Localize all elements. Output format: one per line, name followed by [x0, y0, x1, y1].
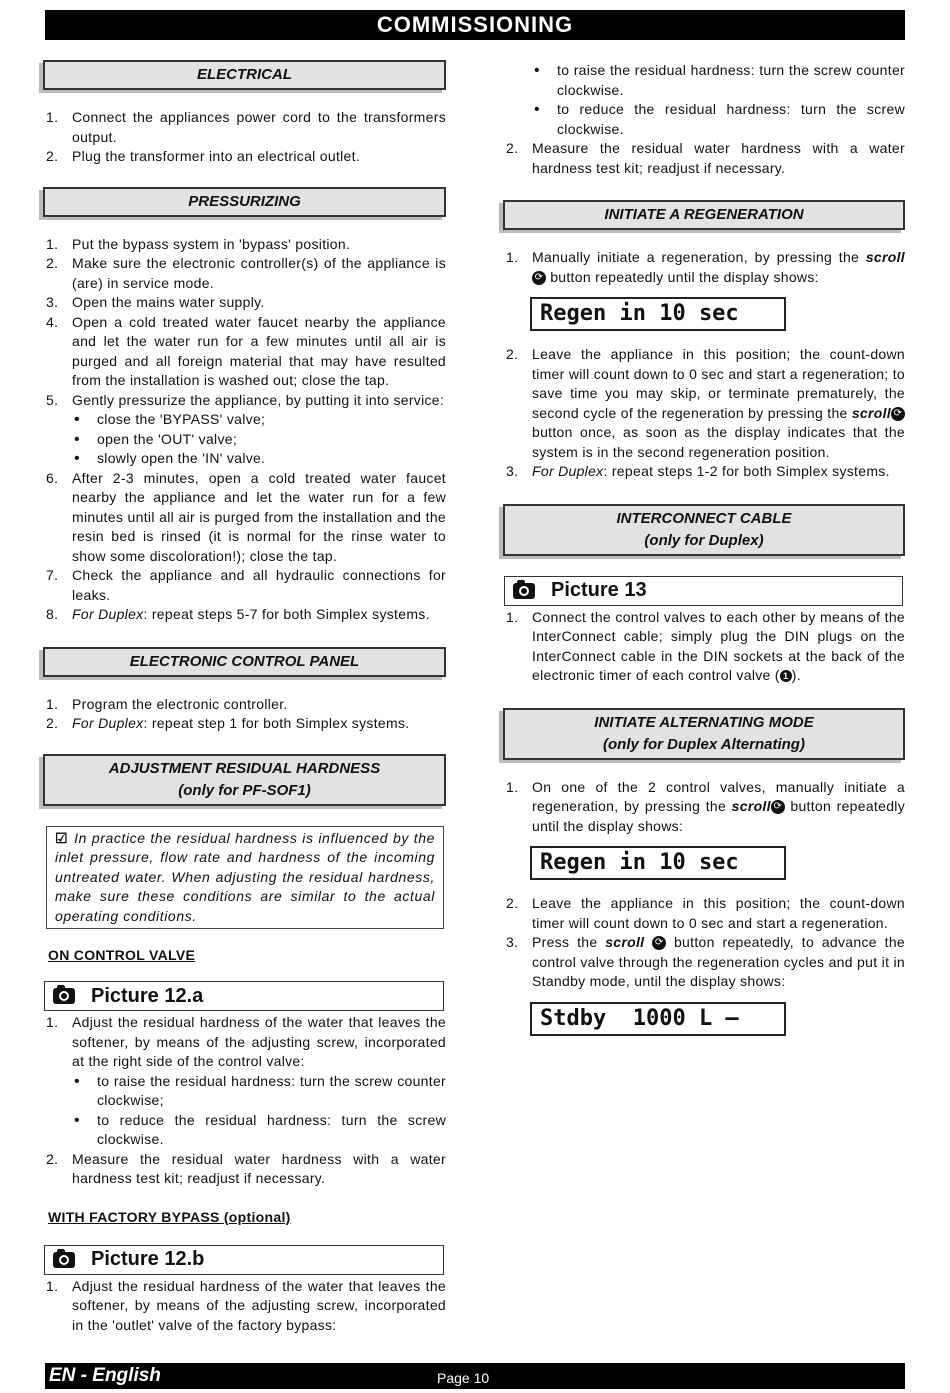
bullet-item: • to reduce the residual hardness: turn the screw clockwise. — [532, 100, 905, 139]
camera-icon — [53, 988, 75, 1004]
regeneration-steps-continued — [500, 345, 905, 482]
picture-12b-steps — [40, 1277, 446, 1336]
checkbox-icon: ☑ — [55, 829, 69, 846]
bullet-item: • close the 'BYPASS' valve; — [72, 410, 446, 430]
scroll-button-icon: ⟳ — [771, 800, 785, 814]
list-item: 1. Program the electronic controller. — [46, 695, 288, 712]
page-footer — [45, 1363, 905, 1389]
section-header-interconnect-cable: INTERCONNECT CABLE (only for Duplex) — [503, 504, 905, 556]
list-item: 6. After 2-3 minutes, open a cold treated water faucet nearby the appliance and let the water run for a few minutes until all air is purged from the installation and the resin bed is rinsed (it is normal for the rinse water to show some discoloration!); close the tap. — [46, 469, 446, 564]
bullet-list — [532, 61, 905, 139]
list-item: 2. Measure the residual water hardness with a water hardness test kit; readjust if necessary. — [46, 1150, 446, 1186]
list-item: 3. For Duplex: repeat steps 1-2 for both Simplex systems. — [506, 463, 890, 479]
scroll-button-icon: ⟳ — [891, 407, 905, 421]
list-item: 2. Leave the appliance in this position; the count-down timer will count down to 0 sec and start a regeneration; to save time you may skip, or terminate prematurely, the second cycle of the regeneration by pressing the scroll ⟳ button once, as soon as the display indicates that the system is in the second regeneration position. — [506, 346, 905, 460]
list-item: 2. For Duplex: repeat step 1 for both Simplex systems. — [46, 715, 410, 731]
bullet-item: • slowly open the 'IN' valve. — [72, 449, 446, 469]
scroll-button-icon: ⟳ — [532, 271, 546, 285]
picture-12a-caption: Picture 12.a — [44, 981, 444, 1011]
section-header-initiate-regeneration: INITIATE A REGENERATION — [503, 200, 905, 230]
list-item: 4. Open a cold treated water faucet nearby the appliance and let the water run for a few minutes until all air is purged and all foreign material that may have resulted from the installation is washed out; close the tap. — [46, 313, 446, 388]
section-header-electrical: ELECTRICAL — [43, 60, 446, 90]
picture-12b-caption: Picture 12.b — [44, 1245, 444, 1275]
list-item: 3. Open the mains water supply. — [46, 294, 265, 310]
page-number: Page 10 — [437, 1370, 490, 1386]
bullet-list — [72, 1072, 446, 1150]
list-item: 1. Connect the control valves to each other by means of the InterConnect cable; simply plug the DIN plugs on the InterConnect cable in the DIN sockets at the back of the electronic timer of each control valve ( 1 ). — [506, 608, 905, 683]
section-header-pressurizing: PRESSURIZING — [43, 187, 446, 217]
list-item: 3. Press the scroll ⟳ button repeatedly, to advance the control valve through the regeneration cycles and put it in Standby mode, until the display shows: — [506, 934, 906, 989]
lcd-display: Stdby 1000 L – — [530, 1002, 786, 1036]
ecp-steps — [40, 695, 446, 734]
pressurizing-steps — [40, 235, 446, 625]
electrical-steps — [40, 108, 446, 167]
list-item: 2. Plug the transformer into an electrical outlet. — [46, 148, 361, 164]
bullet-item: • open the 'OUT' valve; — [72, 430, 446, 450]
list-item: 1. Adjust the residual hardness of the water that leaves the softener, by means of the adjusting screw, incorporated in the 'outlet' valve of the factory bypass: — [46, 1277, 446, 1333]
list-item: 7. Check the appliance and all hydraulic connections for leaks. — [46, 567, 446, 603]
section-header-adjustment-residual-hardness: ADJUSTMENT RESIDUAL HARDNESS (only for PF-SOF1) — [43, 754, 446, 806]
camera-icon — [53, 1252, 75, 1268]
note-box: ☑ In practice the residual hardness is influenced by the inlet pressure, flow rate and hardness of the incoming untreated water. When adjusting the residual hardness, make sure these conditions are similar to the actual operating conditions. — [46, 826, 444, 930]
list-item: 1. Manually initiate a regeneration, by pressing the scroll ⟳ button repeatedly until the display shows: — [506, 249, 905, 285]
list-item: 2. Measure the residual water hardness with a water hardness test kit; readjust if necessary. — [506, 140, 905, 176]
list-item: 5. Gently pressurize the appliance, by putting it into service: • close the 'BYPASS' valve; • open the 'OUT' valve; • slowly open the 'IN' valve. — [40, 391, 446, 469]
picture-13-caption: Picture 13 — [504, 576, 903, 606]
list-item: 8. For Duplex: repeat steps 5-7 for both Simplex systems. — [46, 606, 430, 622]
list-item — [500, 61, 905, 139]
list-item: 1. Connect the appliances power cord to the transformers output. — [46, 109, 446, 145]
section-header-electronic-control-panel: ELECTRONIC CONTROL PANEL — [43, 647, 446, 677]
subheading-on-control-valve: ON CONTROL VALVE — [48, 947, 196, 963]
right-column — [500, 60, 905, 1036]
alternating-steps-continued — [500, 894, 905, 992]
bullet-item: • to raise the residual hardness: turn the screw counter clockwise. — [532, 61, 905, 100]
scroll-button-icon: ⟳ — [652, 936, 666, 950]
left-column — [40, 60, 446, 1335]
picture-12b-steps-continued — [500, 61, 905, 178]
regeneration-steps — [500, 248, 905, 287]
interconnect-steps — [500, 608, 905, 686]
section-header-initiate-alternating-mode: INITIATE ALTERNATING MODE (only for Duplex Alternating) — [503, 708, 905, 760]
subheading-factory-bypass: WITH FACTORY BYPASS (optional) — [48, 1208, 291, 1225]
list-item: 2. Make sure the electronic controller(s) of the appliance is (are) in service mode. — [46, 255, 446, 291]
list-item: 1. On one of the 2 control valves, manually initiate a regeneration, by pressing the scroll ⟳ button repeatedly until the display shows: — [506, 778, 906, 834]
picture-12a-steps — [40, 1013, 446, 1189]
alternating-steps — [500, 778, 905, 837]
bullet-item: • to raise the residual hardness: turn the screw counter clockwise; — [72, 1072, 446, 1111]
bullet-item: • to reduce the residual hardness: turn the screw clockwise. — [72, 1111, 446, 1150]
lcd-display: Regen in 10 sec — [530, 846, 786, 880]
language-label: EN - English — [49, 1365, 161, 1386]
list-item: 1. Put the bypass system in 'bypass' position. — [46, 235, 351, 252]
camera-icon — [513, 583, 535, 599]
list-item: 1. Adjust the residual hardness of the water that leaves the softener, by means of the adjusting screw, incorporated at the right side of the control valve: • to raise the residual hardness: turn the screw counter clockwise; • to reduce the residual hardness: turn the screw clockwise. — [40, 1013, 446, 1150]
list-item: 2. Leave the appliance in this position; the count-down timer will count down to 0 sec and start a regeneration. — [506, 895, 905, 931]
page-title: COMMISSIONING — [45, 10, 905, 40]
bullet-list — [72, 410, 446, 469]
lcd-display: Regen in 10 sec — [530, 297, 786, 331]
number-one-icon: 1 — [780, 670, 792, 682]
